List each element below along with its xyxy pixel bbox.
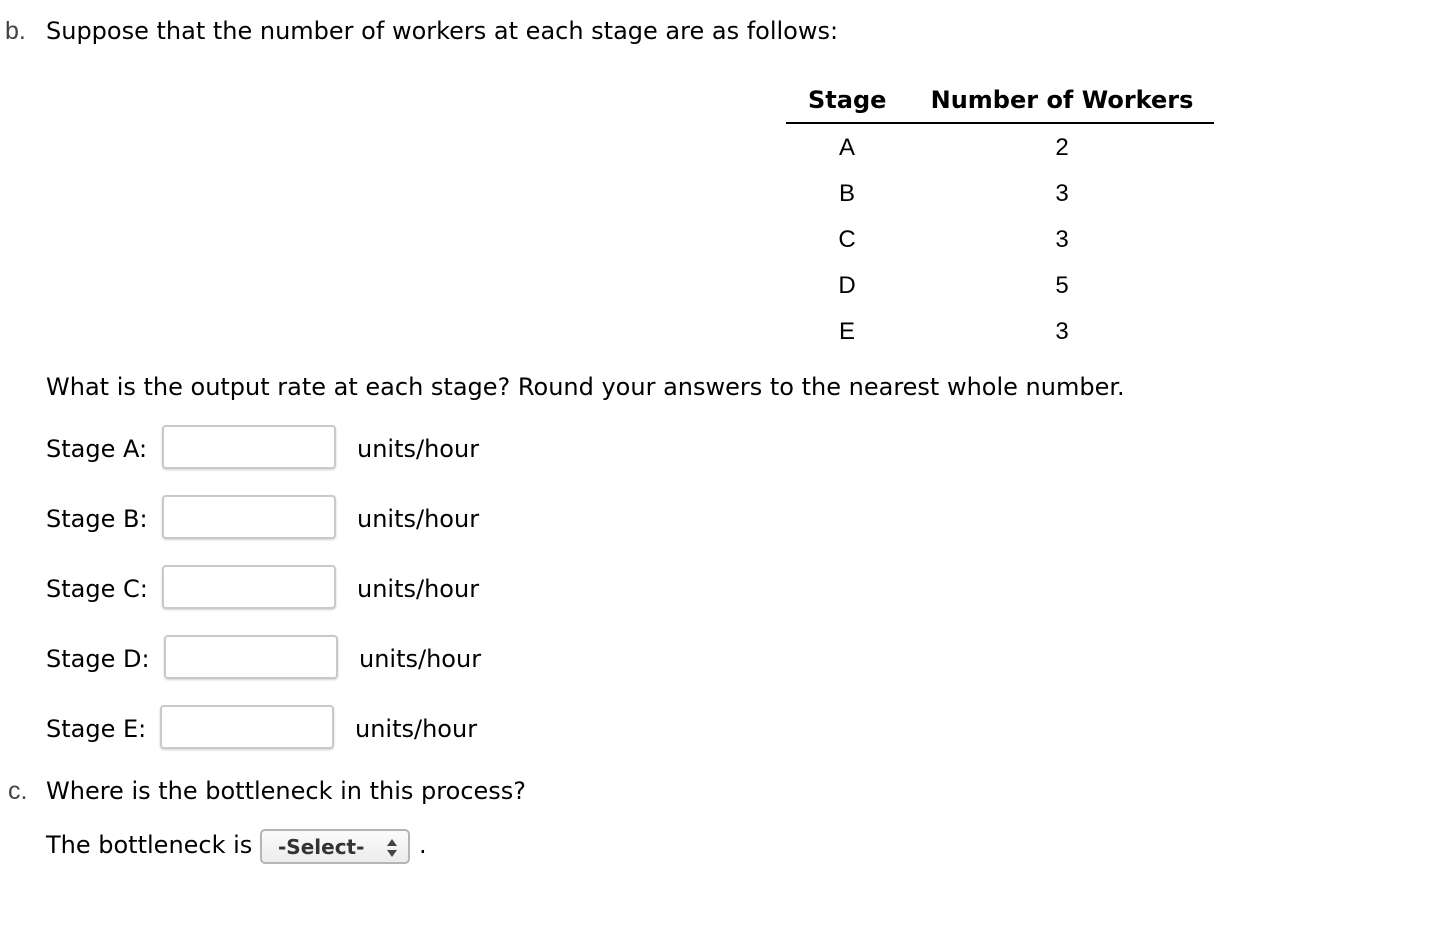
stage-c-unit: units/hour [357,575,480,603]
table-cell-workers: 3 [1055,180,1069,207]
stage-a-unit: units/hour [357,435,480,463]
stage-b-input[interactable] [162,495,336,539]
stage-d-label: Stage D: [46,645,150,673]
stage-b-unit: units/hour [357,505,480,533]
table-cell-stage: A [838,134,855,161]
stage-a-input[interactable] [162,425,336,469]
stage-d-unit: units/hour [359,645,482,673]
select-arrows-icon [386,836,398,860]
trailing-period: . [419,831,427,859]
stage-e-label: Stage E: [46,715,147,743]
table-cell-workers: 3 [1055,226,1069,253]
table-header-workers: Number of Workers [930,86,1194,114]
stage-c-label: Stage C: [46,575,148,603]
stage-d-input[interactable] [164,635,338,679]
bottleneck-label: The bottleneck is [46,831,253,859]
table-header-rule [786,122,1214,124]
stage-e-input[interactable] [160,705,334,749]
table-cell-workers: 3 [1055,318,1069,345]
stage-c-input[interactable] [162,565,336,609]
part-c-letter: c. [8,777,28,805]
table-cell-stage: B [838,180,855,207]
bottleneck-select-value: -Select- [278,835,365,859]
part-b-prompt: Suppose that the number of workers at each stage are as follows: [46,17,839,45]
stage-e-unit: units/hour [355,715,478,743]
table-cell-workers: 5 [1055,272,1069,299]
table-cell-workers: 2 [1055,134,1069,161]
part-b-letter: b. [5,17,26,45]
bottleneck-question: Where is the bottleneck in this process? [46,777,527,805]
stage-a-label: Stage A: [46,435,148,463]
table-header-stage: Stage [808,86,887,114]
stage-b-label: Stage B: [46,505,148,533]
table-cell-stage: C [838,226,856,253]
bottleneck-select[interactable] [260,829,410,864]
table-cell-stage: E [838,318,855,345]
output-rate-question: What is the output rate at each stage? Round your answers to the nearest whole number. [46,373,1125,401]
table-cell-stage: D [838,272,856,299]
